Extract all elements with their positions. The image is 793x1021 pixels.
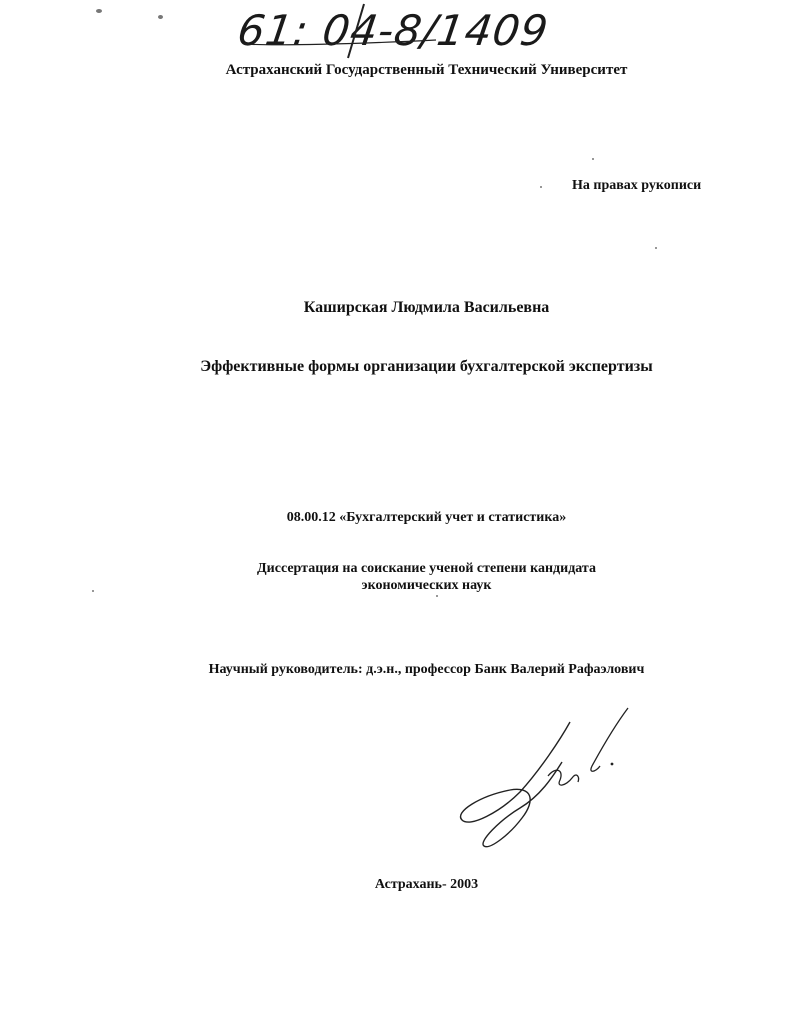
specialty-code: 08.00.12 «Бухгалтерский учет и статистика»: [286, 510, 567, 525]
handwritten-code-strokes: [236, 0, 476, 60]
author-name: Каширская Людмила Васильевна: [303, 299, 550, 316]
scan-speck: [436, 595, 438, 597]
dissertation-title: Эффективные формы организации бухгалтерской экспертизы: [200, 358, 653, 375]
scan-speck: [540, 186, 542, 188]
scientific-supervisor: Научный руководитель: д.э.н., профессор Банк Валерий Рафаэлович: [208, 662, 645, 677]
university-name: Астраханский Государственный Технический Университет: [225, 62, 628, 78]
scan-speck: [158, 15, 163, 19]
archive-code-handwritten: 61: 04-8/1409: [234, 6, 552, 55]
scan-speck: [655, 247, 657, 249]
scan-speck: [96, 9, 102, 13]
city-and-year: Астрахань- 2003: [374, 877, 479, 892]
rights-notice: На правах рукописи: [572, 178, 702, 193]
degree-line-2: экономических наук: [361, 578, 492, 593]
scan-speck: [592, 158, 594, 160]
scan-speck: [92, 590, 94, 592]
degree-line-1: Диссертация на соискание ученой степени кандидата: [257, 561, 596, 576]
supervisor-signature: [440, 700, 640, 860]
